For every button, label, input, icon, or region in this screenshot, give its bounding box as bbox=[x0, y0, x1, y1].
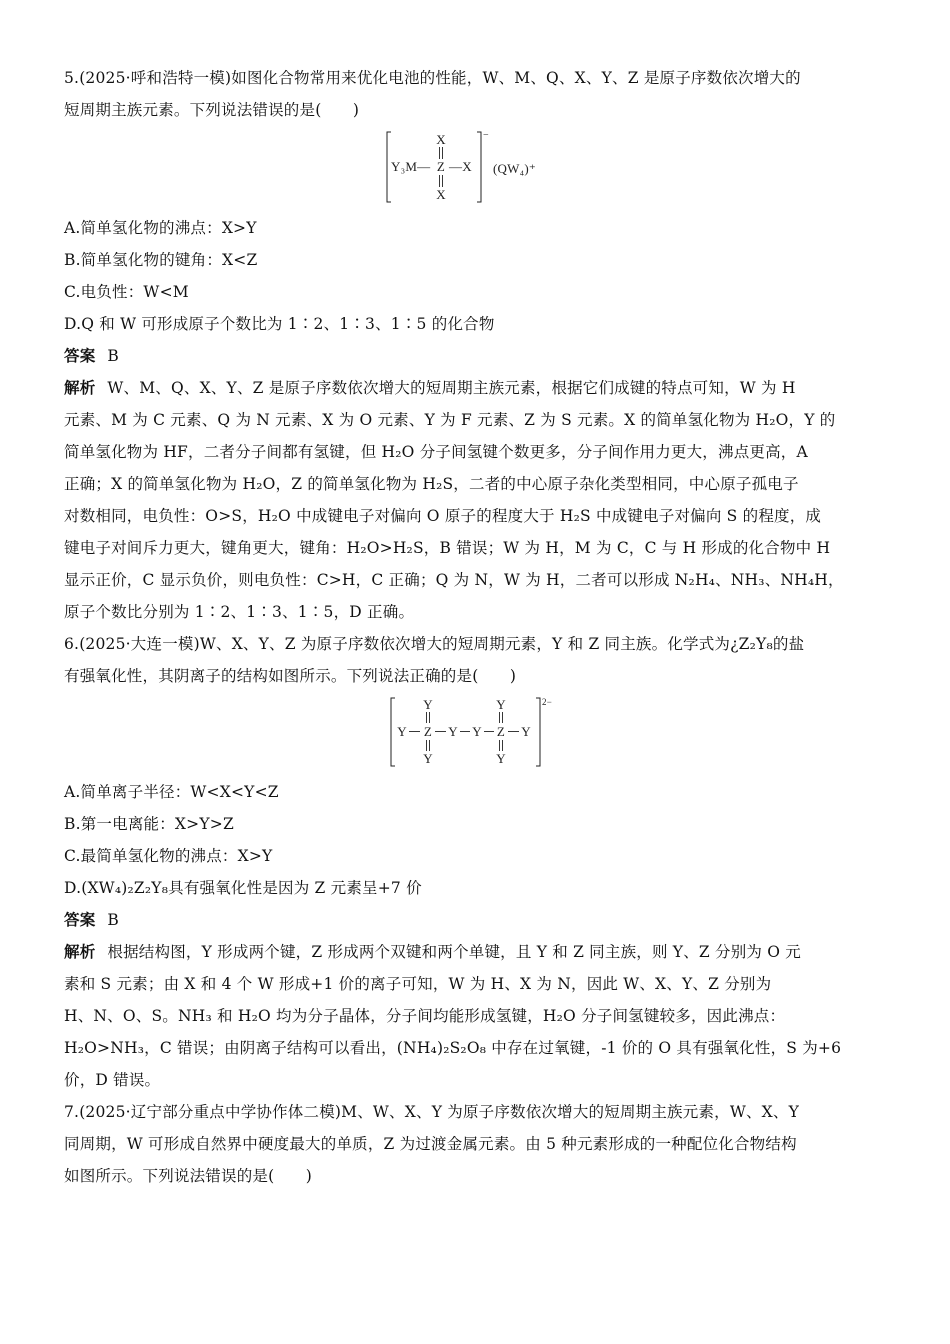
q5-analysis-line-2: 元素、M 为 C 元素、Q 为 N 元素、X 为 O 元素、Y 为 F 元素、Z 为 S 元素。X 的简单氢化物为 H₂O，Y 的 bbox=[64, 411, 836, 429]
q6-atom-chain-4: Y bbox=[521, 724, 531, 739]
q5-option-d: D.Q 和 W 可形成原子个数比为 1∶2、1∶3、1∶5 的化合物 bbox=[64, 315, 495, 333]
q6-anion-structure bbox=[390, 696, 560, 770]
q5-option-c: C.电负性：W<M bbox=[64, 283, 189, 301]
q6-analysis-label: 解析 bbox=[64, 943, 96, 961]
q5-option-a: A.简单氢化物的沸点：X>Y bbox=[64, 219, 257, 237]
q6-answer-value: B bbox=[107, 911, 119, 929]
q6-atom-chain-1: Y bbox=[397, 724, 407, 739]
q5-analysis-label: 解析 bbox=[64, 379, 96, 397]
q5-anion-charge: − bbox=[483, 130, 489, 141]
q5-option-b: B.简单氢化物的键角：X<Z bbox=[64, 251, 258, 269]
q6-analysis-line-4: H₂O>NH₃，C 错误；由阴离子结构可以看出，(NH₄)₂S₂O₈ 中存在过氧键，-1 价的 O 具有强氧化性，S 为+6 bbox=[64, 1039, 842, 1057]
q6-structure-figure bbox=[64, 696, 886, 770]
q6-atom-chain-2: Y bbox=[448, 724, 458, 739]
q6-stem-line-1: 6.(2025·大连一模)W、X、Y、Z 为原子序数依次增大的短周期元素，Y 和 Z 同主族。化学式为¿Z₂Y₈的盐 bbox=[64, 635, 805, 653]
question-7 bbox=[64, 1096, 886, 1192]
q6-atom-chain-3: Y bbox=[472, 724, 482, 739]
q5-analysis-text-1: W、M、Q、X、Y、Z 是原子序数依次增大的短周期主族元素，根据它们成键的特点可知，W 为 H bbox=[107, 379, 796, 397]
q5-answer-line bbox=[64, 340, 886, 372]
q5-anion-structure bbox=[385, 130, 565, 206]
question-5 bbox=[64, 62, 886, 628]
q5-atom-bottom: X bbox=[436, 187, 446, 202]
q5-analysis-line-8: 原子个数比分别为 1∶2、1∶3、1∶5，D 正确。 bbox=[64, 603, 415, 621]
q6-atom-z-2: Z bbox=[496, 724, 506, 739]
q6-answer-label: 答案 bbox=[64, 911, 96, 929]
document-page bbox=[64, 62, 886, 1192]
q6-stem-line-2: 有强氧化性，其阴离子的结构如图所示。下列说法正确的是( ) bbox=[64, 667, 517, 685]
q7-stem-line-2: 同周期，W 可形成自然界中硬度最大的单质，Z 为过渡金属元素。由 5 种元素形成的一种配位化合物结构 bbox=[64, 1135, 797, 1153]
q6-analysis-line-5: 价，D 错误。 bbox=[64, 1071, 161, 1089]
q6-option-d: D.(XW₄)₂Z₂Y₈具有强氧化性是因为 Z 元素呈+7 价 bbox=[64, 879, 422, 897]
q5-atom-top: X bbox=[436, 132, 446, 147]
q5-structure-figure bbox=[64, 130, 886, 206]
q6-left-bracket bbox=[391, 698, 395, 766]
q5-analysis-line-7: 显示正价，C 显示负价，则电负性：C>H，C 正确；Q 为 N，W 为 H，二者可以形成 N₂H₄、NH₃、NH₄H， bbox=[64, 571, 844, 589]
q7-stem-line-3: 如图所示。下列说法错误的是( ) bbox=[64, 1167, 312, 1185]
q6-option-a: A.简单离子半径：W<X<Y<Z bbox=[64, 783, 279, 801]
q6-atom-z-1: Z bbox=[423, 724, 433, 739]
q5-atom-center: Z bbox=[436, 159, 446, 174]
q5-analysis-line-1 bbox=[64, 372, 886, 404]
question-6 bbox=[64, 628, 886, 1096]
q5-analysis-line-4: 正确；X 的简单氢化物为 H₂O，Z 的简单氢化物为 H₂S，二者的中心原子杂化类型相同，中心原子孤电子 bbox=[64, 475, 799, 493]
q5-atom-left: Y₃M— bbox=[391, 159, 431, 174]
q6-right-bracket bbox=[536, 698, 540, 766]
q5-right-bracket bbox=[477, 132, 481, 202]
q6-anion-charge: 2− bbox=[542, 697, 552, 707]
q6-analysis-line-2: 素和 S 元素；由 X 和 4 个 W 形成+1 价的离子可知，W 为 H、X 为 N，因此 W、X、Y、Z 分别为 bbox=[64, 975, 772, 993]
q5-analysis-line-6: 键电子对间斥力更大，键角更大，键角：H₂O>H₂S，B 错误；W 为 H，M 为 C，C 与 H 形成的化合物中 H bbox=[64, 539, 831, 557]
q6-atom-bottom-1: Y bbox=[423, 751, 433, 766]
q5-answer-label: 答案 bbox=[64, 347, 96, 365]
q6-analysis-line-3: H、N、O、S。NH₃ 和 H₂O 均为分子晶体，分子间均能形成氢键，H₂O 分子间氢键较多，因此沸点： bbox=[64, 1007, 786, 1025]
q5-stem-line-1: 5.(2025·呼和浩特一模)如图化合物常用来优化电池的性能，W、M、Q、X、Y、Z 是原子序数依次增大的 bbox=[64, 69, 801, 87]
q5-atom-right: —X bbox=[449, 159, 472, 174]
q6-analysis-line-1 bbox=[64, 936, 886, 968]
q5-analysis-line-3: 简单氢化物为 HF，二者分子间都有氢键，但 H₂O 分子间氢键个数更多，分子间作用力更大，沸点更高，A bbox=[64, 443, 808, 461]
q6-option-c: C.最简单氢化物的沸点：X>Y bbox=[64, 847, 273, 865]
q6-option-b: B.第一电离能：X>Y>Z bbox=[64, 815, 234, 833]
q6-analysis-text-1: 根据结构图，Y 形成两个键，Z 形成两个双键和两个单键，且 Y 和 Z 同主族，则 Y、Z 分别为 O 元 bbox=[107, 943, 801, 961]
q5-stem-line-2: 短周期主族元素。下列说法错误的是( ) bbox=[64, 101, 360, 119]
q6-atom-bottom-2: Y bbox=[496, 751, 506, 766]
q5-cation: (QW₄)⁺ bbox=[493, 161, 536, 176]
q6-atom-top-1: Y bbox=[423, 697, 433, 712]
q6-atom-top-2: Y bbox=[496, 697, 506, 712]
q5-analysis-line-5: 对数相同，电负性：O>S，H₂O 中成键电子对偏向 O 原子的程度大于 H₂S 中成键电子对偏向 S 的程度，成 bbox=[64, 507, 822, 525]
q5-answer-value: B bbox=[107, 347, 119, 365]
q7-stem-line-1: 7.(2025·辽宁部分重点中学协作体二模)M、W、X、Y 为原子序数依次增大的短周期主族元素，W、X、Y bbox=[64, 1103, 800, 1121]
q6-answer-line bbox=[64, 904, 886, 936]
